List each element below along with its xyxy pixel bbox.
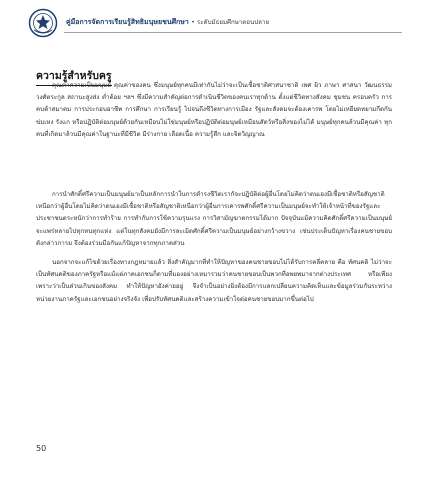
paragraph-2: การนำศักดิ์ศรีความเป็นมนุษย์มาเป็นหลักการนำในการดำรงชีวิตเรากัจะปฏิบัติต่อผู้อื่นโดยไม่คิดว่าตนเองมีเชื้อชาติหรือสัญชาติเหนือกว่าผู้อื่นโดยไม่คิดว่าตนเองมีเชื้อชาติหรือสัญชาติเหนือกว่าผู้อื่นการเคารพศักดิ์ศรีความเป็นมนุษย์จะทำให้เจ้าหน้าที่ของรัฐและประชาชนตระหนักว่าการทำร้าย การทำกับการใช้ความรุนแรง การวิสามัญฆาตกรรมได้มาก ปัจจุบันแม้ความคิดศักดิ์ศรีความเป็นมนุษย์จะแพร่หลายไปทุกหนทุกแห่ง แต่ในทุกสังคมยังมีการละเมิดศักดิ์ศรีความเป็นมนุษย์อย่างกว้างขวาง เช่นประเด็นปัญหาเรื่องคนชายขอบดังกล่าวการม จึงต้องร่วมมือกันแก้ปัญหาจากทุกภาคส่วน bbox=[36, 191, 392, 247]
seal-logo-icon bbox=[28, 8, 58, 38]
header-subtitle: • ระดับมัธยมศึกษาตอนปลาย bbox=[191, 19, 270, 26]
header-divider bbox=[64, 32, 402, 33]
paragraph-1: คุณค่าความเป็นมนุษย์ คุณค่าของคน ซึ่งมนุษย์ทุกคนมีเท่ากันไม่ว่าจะเป็นเชื้อชาติศาสนาชาติ เพศ ผิว ภาษา ศาสนา วัฒนธรรม วงศ์ตระกูล สถานะสูงส่ง ต่ำต้อย ฯลฯ ซึ่งมีความสำคัญต่อการดำเนินชีวิตของคนเราทุกด้าน ตั้งแต่ชีวิตทางสังคม ชุมชน ครอบครัว การคบค้าสมาคม การประกอบอาชีพ การศึกษา การเรียนรู้ ไปจนถึงชีวิตทางการเมือง รัฐและสังคมจะต้องเคารพ โดยไม่เหยียดหยามกีดกัน ข่มเหง รังแก หรือปฏิบัติต่อมนุษย์ด้วยกันเหมือนไม่ใช่มนุษย์หรือปฏิบัติต่อมนุษย์เหมือนสัตว์หรือสิ่งของไม่ได้ มนุษย์ทุกคนล้วนมีคุณค่า ทุกคนที่เกิดมาล้วนมีคุณค่าในฐานะที่มีชีวิต มีร่างกาย เลือดเนื้อ ความรู้สึก และจิตวิญญาณ bbox=[36, 82, 392, 138]
page-header bbox=[28, 8, 403, 40]
page-number: 50 bbox=[36, 444, 47, 453]
paragraph-3: นอกจากจะแก้ไขด้วยเรื่องทางกฎหมายแล้ว สิ่งสำคัญมากที่ทำให้ปัญหาของคนชายขอบไม่ได้รับการคลี่คลาย คือ ทัศนคติ ไม่ว่าจะเป็นทัศนคติของภาครัฐหรือแม้แต่ภาคเอกชนก็ตามที่มองอย่างเหมารวมว่าคนชายขอบเป็นพวกที่อพยพมาจากต่างประเทศ หรือเพียงเพราะว่าเป็นส่วนเกินของสังคม ทำให้ปัญหาอังค่ายอยู่ จึงจำเป็นอย่างยิ่งต้องมีการแลกเปลี่ยนความคิดเห็นและข้อมูลร่วมกันระหว่างหน่วยงานภาครัฐและเอกชนอย่างจริงจัง เพื่อปรับทัศนคติและสร้างความเข้าใจต่อคนชายขอบมากขึ้นต่อไป bbox=[36, 259, 392, 303]
section-title: ความรู้สำหรับครู bbox=[36, 67, 112, 86]
header-title: คู่มือการจัดการเรียนรู้สิทธิมนุษยชนศึกษา • ระดับมัธยมศึกษาตอนปลาย bbox=[66, 18, 270, 26]
